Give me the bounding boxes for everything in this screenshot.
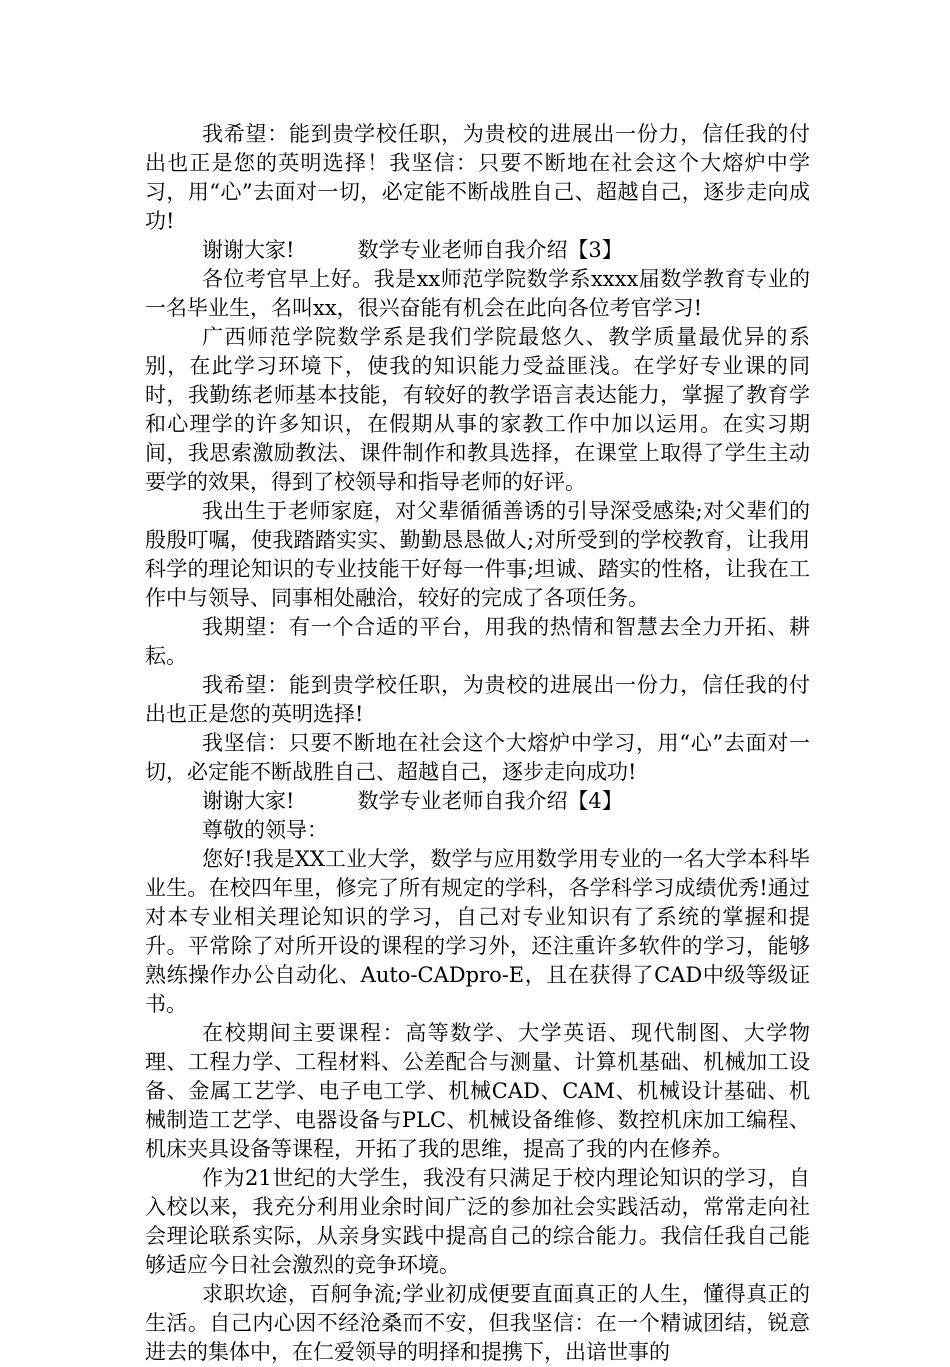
paragraph-family: 我出生于老师家庭，对父辈循循善诱的引导深受感染;对父辈们的殷殷叮嘱，使我踏踏实实、勤勤恳恳做人;对所受到的学校教育，让我用科学的理论知识的专业技能干好每一件事;坦诚、踏实的性格，让我在工作中与领导、同事相处融洽，较好的完成了各项任务。	[145, 499, 810, 610]
paragraph-intro-4: 您好!我是XX工业大学，数学与应用数学用专业的一名大学本科毕业生。在校四年里，修完了所有规定的学科，各学科学习成绩优秀!通过对本专业相关理论知识的学习，自己对专业知识有了系统的掌握和提升。平常除了对所开设的课程的学习外，还注重许多软件的学习，能够熟练操作办公自动化、Auto-CADpro-E，且在获得了CAD中级等级证书。	[145, 847, 810, 1016]
paragraph-thanks-heading-4: 谢谢大家! 数学专业老师自我介绍【4】	[202, 789, 623, 813]
paragraph-courses: 在校期间主要课程：高等数学、大学英语、现代制图、大学物理、工程力学、工程材料、公差配合与测量、计算机基础、机械加工设备、金属工艺学、电子电工学、机械CAD、CAM、机械设计基础、机械制造工艺学、电器设备与PLC、机械设备维修、数控机床加工编程、机床夹具设备等课程，开拓了我的思维，提高了我的内在修养。	[145, 1021, 810, 1161]
paragraph-job-seeking: 求职坎途，百舸争流;学业初成便要直面真正的人生，懂得真正的生活。自己内心因不经沧桑而不安，但我坚信：在一个精诚团结，锐意进去的集体中，在仁爱领导的明择和提携下，出谙世事的	[145, 1282, 810, 1364]
paragraph-hope-2: 我希望：能到贵学校任职，为贵校的进展出一份力，信任我的付出也正是您的英明选择!	[145, 673, 810, 726]
paragraph-department: 广西师范学院数学系是我们学院最悠久、教学质量最优异的系别，在此学习环境下，使我的知识能力受益匪浅。在学好专业课的同时，我勤练老师基本技能，有较好的教学语言表达能力，掌握了教育学和心理学的许多知识，在假期从事的家教工作中加以运用。在实习期间，我思索激励教法、课件制作和教具选择，在课堂上取得了学生主动要学的效果，得到了校领导和指导老师的好评。	[145, 325, 810, 494]
paragraph-hope-1: 我希望：能到贵学校任职，为贵校的进展出一份力，信任我的付出也正是您的英明选择！我坚信：只要不断地在社会这个大熔炉中学习，用“心”去面对一切，必定能不断战胜自己、超越自己，逐步走向成功!	[145, 122, 810, 233]
document-body	[145, 120, 810, 1367]
paragraph-belief: 我坚信：只要不断地在社会这个大熔炉中学习，用“心”去面对一切，必定能不断战胜自己、超越自己，逐步走向成功!	[145, 731, 810, 784]
paragraph-practice: 作为21世纪的大学生，我没有只满足于校内理论知识的学习，自入校以来，我充分利用业余时间广泛的参加社会实践活动，常常走向社会理论联系实际，从亲身实践中提高自己的综合能力。我信任我自己能够适应今日社会激烈的竞争环境。	[145, 1166, 810, 1277]
paragraph-greeting-3: 各位考官早上好。我是xx师范学院数学系xxxx届数学教育专业的一名毕业生，名叫xx，很兴奋能有机会在此向各位考官学习!	[145, 267, 810, 320]
paragraph-salutation: 尊敬的领导：	[202, 818, 328, 842]
paragraph-expectation: 我期望：有一个合适的平台，用我的热情和智慧去全力开拓、耕耘。	[145, 615, 810, 668]
paragraph-thanks-heading-3: 谢谢大家! 数学专业老师自我介绍【3】	[202, 238, 623, 262]
